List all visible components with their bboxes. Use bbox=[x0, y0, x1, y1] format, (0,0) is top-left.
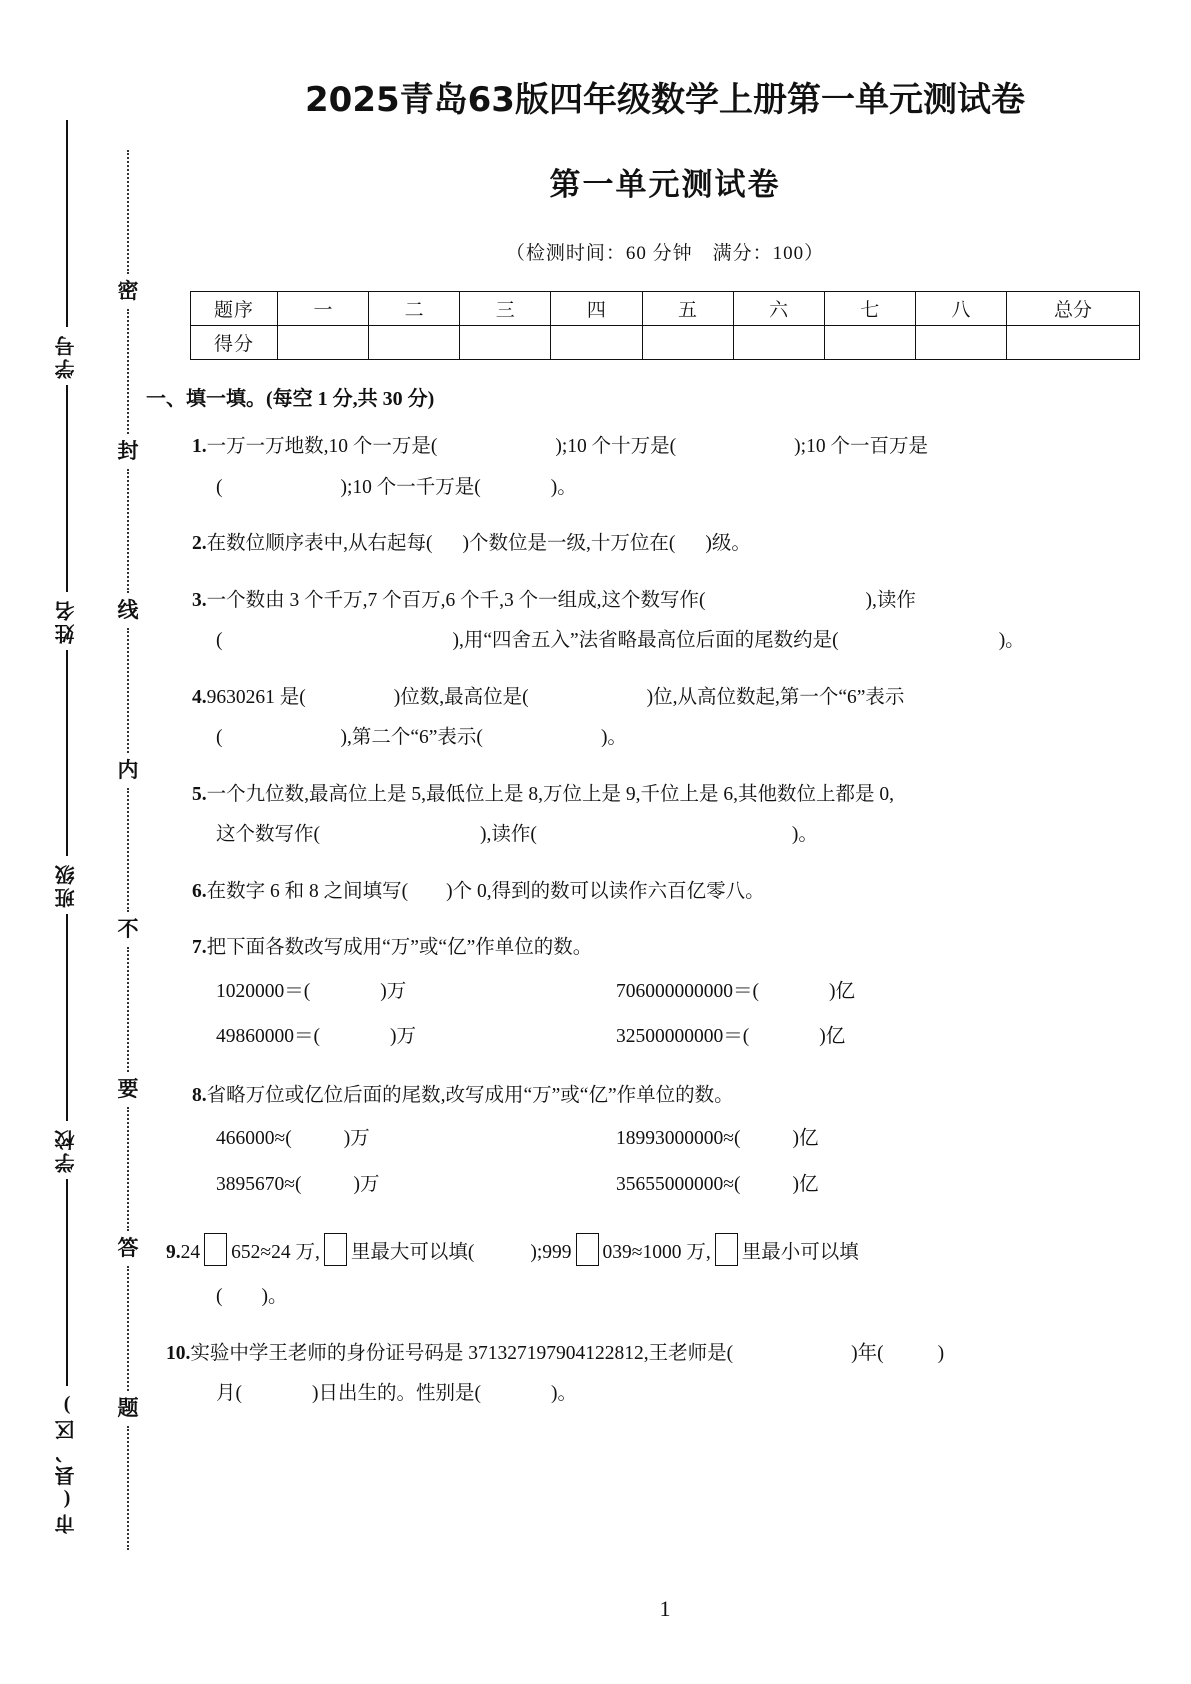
score-table-col-6: 六 bbox=[733, 292, 824, 326]
seal-divider-line bbox=[66, 120, 68, 327]
question-9-text-a: 24 bbox=[180, 1242, 201, 1263]
seal-label-student-id: 学号 bbox=[56, 332, 78, 379]
question-2-text-c: )级。 bbox=[705, 533, 751, 554]
digit-box[interactable] bbox=[204, 1233, 227, 1266]
question-4-text-c: )位,从高位数起,第一个“6”表示 bbox=[646, 686, 905, 708]
seal-label-class: 班级 bbox=[56, 862, 78, 909]
score-table-col-8: 八 bbox=[915, 292, 1006, 326]
question-9-text-g: ( )。 bbox=[216, 1286, 288, 1307]
seal-outer-labels bbox=[46, 120, 88, 1540]
question-3-text-d: ),用“四舍五入”法省略最高位后面的尾数约是( bbox=[452, 630, 839, 651]
question-9-text-f: 里最小可以填 bbox=[741, 1242, 859, 1263]
question-8-unit-right-1: )亿 bbox=[792, 1128, 819, 1149]
seal-char-yao: 要 bbox=[117, 1076, 139, 1101]
question-7-row-2-right bbox=[616, 1027, 1016, 1047]
question-9 bbox=[160, 1223, 1170, 1318]
question-5-line-1 bbox=[192, 775, 1170, 816]
question-7-unit-right-2: )亿 bbox=[819, 1026, 846, 1047]
question-8-number: 8. bbox=[192, 1084, 207, 1106]
question-3 bbox=[160, 581, 1170, 662]
question-7-prompt-line bbox=[192, 928, 1170, 969]
score-table-col-total: 总分 bbox=[1007, 292, 1140, 326]
question-8-row-2-left bbox=[216, 1175, 616, 1195]
question-8-row-2-right bbox=[616, 1175, 1016, 1195]
digit-box[interactable] bbox=[576, 1233, 599, 1266]
score-cell-3[interactable] bbox=[460, 326, 551, 360]
score-table-col-3: 三 bbox=[460, 292, 551, 326]
seal-dotted-segment bbox=[127, 1107, 129, 1231]
digit-box[interactable] bbox=[324, 1233, 347, 1266]
question-6-text-b: )个 0,得到的数可以读作六百亿零八。 bbox=[446, 880, 765, 902]
question-10-text-c: ) bbox=[937, 1342, 945, 1364]
score-cell-8[interactable] bbox=[915, 326, 1006, 360]
question-7-unit-right-1: )亿 bbox=[829, 980, 855, 1002]
score-table-wrapper bbox=[190, 291, 1140, 360]
question-7-row-1-left bbox=[216, 982, 616, 1002]
question-1 bbox=[160, 427, 1170, 508]
question-10-number: 10. bbox=[166, 1342, 191, 1364]
question-8-expr-left-2: 3895670≈( bbox=[216, 1173, 302, 1195]
question-1-number: 1. bbox=[192, 436, 207, 457]
seal-dotted-segment bbox=[127, 628, 129, 752]
score-cell-total[interactable] bbox=[1007, 326, 1140, 360]
score-cell-5[interactable] bbox=[642, 326, 733, 360]
question-7-row-1 bbox=[192, 969, 1170, 1015]
question-5-text-a: 一个九位数,最高位上是 5,最低位上是 8,万位上是 9,千位上是 6,其他数位上都是 0, bbox=[206, 783, 895, 805]
question-7-expr-right-2: 32500000000＝( bbox=[616, 1026, 750, 1047]
question-4-text-d: ( bbox=[216, 727, 223, 748]
question-8-row-2 bbox=[192, 1162, 1170, 1208]
digit-box[interactable] bbox=[715, 1233, 738, 1266]
question-5-number: 5. bbox=[192, 783, 207, 805]
question-8-expr-left-1: 466000≈( bbox=[216, 1128, 292, 1149]
paper-title: 第一单元测试卷 bbox=[549, 167, 781, 202]
question-6-line-1 bbox=[192, 872, 1170, 913]
question-10-line-1 bbox=[166, 1334, 1170, 1375]
seal-char-da: 答 bbox=[117, 1236, 139, 1261]
seal-dotted-segment bbox=[127, 150, 129, 274]
question-2-line-1 bbox=[192, 524, 1170, 565]
score-table bbox=[190, 291, 1140, 360]
seal-dotted-line-text bbox=[108, 150, 148, 1550]
seal-dotted-segment bbox=[127, 469, 129, 593]
question-2-text-a: 在数位顺序表中,从右起每( bbox=[206, 533, 433, 554]
question-5-text-c: ),读作( bbox=[480, 824, 537, 845]
seal-divider-line bbox=[66, 1179, 68, 1386]
page-number: 1 bbox=[659, 1596, 671, 1621]
question-7-unit-left-1: )万 bbox=[380, 980, 407, 1002]
question-7-prompt: 把下面各数改写成用“万”或“亿”作单位的数。 bbox=[206, 937, 593, 958]
question-5 bbox=[160, 775, 1170, 856]
question-10-text-d: 月( bbox=[216, 1383, 242, 1404]
table-row-scores bbox=[191, 326, 1140, 360]
question-4-text-f: )。 bbox=[600, 727, 627, 748]
question-10-text-a: 实验中学王老师的身份证号码是 371327197904122812,王老师是( bbox=[190, 1342, 734, 1364]
question-3-text-b: ),读作 bbox=[865, 589, 916, 611]
seal-char-bu: 不 bbox=[117, 917, 139, 942]
score-cell-7[interactable] bbox=[824, 326, 915, 360]
score-cell-6[interactable] bbox=[733, 326, 824, 360]
page-title: 2025青岛63版四年级数学上册第一单元测试卷 bbox=[305, 80, 1025, 120]
score-table-row-label-score: 得分 bbox=[191, 326, 278, 360]
question-8-prompt-line bbox=[192, 1076, 1170, 1117]
question-7-number: 7. bbox=[192, 937, 207, 958]
question-9-text-b: 652≈24 万, bbox=[231, 1242, 320, 1263]
question-8-unit-left-2: )万 bbox=[353, 1173, 380, 1195]
question-8-row-1-right bbox=[616, 1129, 1016, 1149]
seal-char-ti: 题 bbox=[117, 1395, 139, 1420]
score-table-col-7: 七 bbox=[824, 292, 915, 326]
question-3-text-c: ( bbox=[216, 630, 223, 651]
question-7-expr-right-1: 706000000000＝( bbox=[616, 980, 759, 1002]
section-heading-fill-in-blanks: 一、填一填。(每空 1 分,共 30 分) bbox=[146, 388, 435, 410]
question-8-row-1-left bbox=[216, 1129, 616, 1149]
question-6 bbox=[160, 872, 1170, 913]
question-3-number: 3. bbox=[192, 589, 207, 611]
question-1-text-d: ( bbox=[216, 476, 223, 498]
question-6-text-a: 在数字 6 和 8 之间填写( bbox=[206, 880, 409, 902]
question-8-unit-left-1: )万 bbox=[343, 1128, 370, 1149]
question-4-text-b: )位数,最高位是( bbox=[393, 686, 529, 708]
score-table-row-label-order: 题序 bbox=[191, 292, 278, 326]
question-1-text-e: );10 个一千万是( bbox=[340, 476, 481, 498]
question-1-line-1 bbox=[192, 427, 1170, 468]
question-3-text-a: 一个数由 3 个千万,7 个百万,6 个千,3 个一组成,这个数写作( bbox=[206, 589, 706, 611]
seal-char-xian: 线 bbox=[117, 598, 139, 623]
exam-info: （检测时间：60 分钟 满分：100） bbox=[505, 243, 825, 264]
question-5-text-d: )。 bbox=[791, 824, 818, 845]
seal-divider-line bbox=[66, 914, 68, 1121]
seal-char-mi: 密 bbox=[117, 279, 139, 304]
question-7-row-2 bbox=[192, 1014, 1170, 1060]
question-2-number: 2. bbox=[192, 533, 207, 554]
question-10 bbox=[160, 1334, 1170, 1415]
question-1-text-f: )。 bbox=[550, 476, 577, 498]
table-row-headers bbox=[191, 292, 1140, 326]
question-9-text-d: );999 bbox=[530, 1242, 572, 1263]
score-table-col-2: 二 bbox=[369, 292, 460, 326]
seal-label-city-district: 市(县、区) bbox=[56, 1391, 78, 1534]
score-cell-1[interactable] bbox=[278, 326, 369, 360]
question-1-text-a: 一万一万地数,10 个一万是( bbox=[206, 436, 438, 457]
seal-label-school: 学校 bbox=[56, 1127, 78, 1174]
score-table-col-4: 四 bbox=[551, 292, 642, 326]
question-7-expr-left-1: 1020000＝( bbox=[216, 980, 311, 1002]
score-cell-4[interactable] bbox=[551, 326, 642, 360]
seal-dotted-segment bbox=[127, 1426, 129, 1550]
score-table-col-1: 一 bbox=[278, 292, 369, 326]
seal-divider-line bbox=[66, 385, 68, 592]
question-2-text-b: )个数位是一级,十万位在( bbox=[462, 533, 676, 554]
question-7-row-2-left bbox=[216, 1027, 616, 1047]
question-3-line-2 bbox=[192, 621, 1170, 662]
seal-char-feng: 封 bbox=[117, 438, 139, 463]
question-9-text-e: 039≈1000 万, bbox=[602, 1242, 711, 1263]
question-8-expr-right-1: 18993000000≈( bbox=[616, 1128, 741, 1149]
question-10-line-2 bbox=[192, 1374, 1170, 1415]
seal-char-nei: 内 bbox=[117, 757, 139, 782]
question-8-row-1 bbox=[192, 1116, 1170, 1162]
question-7-row-1-right bbox=[616, 982, 1016, 1002]
score-table-col-5: 五 bbox=[642, 292, 733, 326]
seal-dotted-segment bbox=[127, 788, 129, 912]
question-9-text-c: 里最大可以填( bbox=[350, 1242, 475, 1263]
seal-dotted-segment bbox=[127, 947, 129, 1071]
question-1-text-c: );10 个一百万是 bbox=[794, 436, 928, 457]
question-9-line-1 bbox=[166, 1223, 1170, 1277]
question-9-number: 9. bbox=[166, 1242, 181, 1263]
seal-divider-line bbox=[66, 650, 68, 857]
question-5-text-b: 这个数写作( bbox=[216, 824, 320, 845]
question-10-text-e: )日出生的。性别是( bbox=[312, 1383, 481, 1404]
question-4-line-1 bbox=[192, 678, 1170, 719]
question-6-number: 6. bbox=[192, 880, 207, 902]
seal-dotted-segment bbox=[127, 1266, 129, 1390]
question-3-text-e: )。 bbox=[998, 630, 1025, 651]
question-7 bbox=[160, 928, 1170, 1060]
question-4 bbox=[160, 678, 1170, 759]
question-4-line-2 bbox=[192, 718, 1170, 759]
seal-dotted-segment bbox=[127, 309, 129, 433]
question-7-unit-left-2: )万 bbox=[390, 1026, 416, 1047]
question-1-line-2 bbox=[192, 468, 1170, 509]
question-7-expr-left-2: 49860000＝( bbox=[216, 1026, 320, 1047]
question-10-text-b: )年( bbox=[851, 1342, 884, 1364]
question-8-unit-right-2: )亿 bbox=[792, 1173, 819, 1195]
seal-column bbox=[0, 0, 150, 1684]
question-4-text-a: 9630261 是( bbox=[206, 686, 306, 708]
question-8 bbox=[160, 1076, 1170, 1208]
question-4-number: 4. bbox=[192, 686, 207, 708]
question-3-line-1 bbox=[192, 581, 1170, 622]
seal-label-name: 姓名 bbox=[56, 597, 78, 644]
question-9-line-2 bbox=[192, 1277, 1170, 1318]
question-8-expr-right-2: 35655000000≈( bbox=[616, 1173, 741, 1195]
question-1-text-b: );10 个十万是( bbox=[555, 436, 677, 457]
exam-sheet bbox=[146, 0, 1170, 1684]
score-cell-2[interactable] bbox=[369, 326, 460, 360]
question-8-prompt: 省略万位或亿位后面的尾数,改写成用“万”或“亿”作单位的数。 bbox=[206, 1084, 734, 1106]
question-10-text-f: )。 bbox=[551, 1383, 577, 1404]
question-4-text-e: ),第二个“6”表示( bbox=[340, 727, 483, 748]
question-5-line-2 bbox=[192, 815, 1170, 856]
question-2 bbox=[160, 524, 1170, 565]
